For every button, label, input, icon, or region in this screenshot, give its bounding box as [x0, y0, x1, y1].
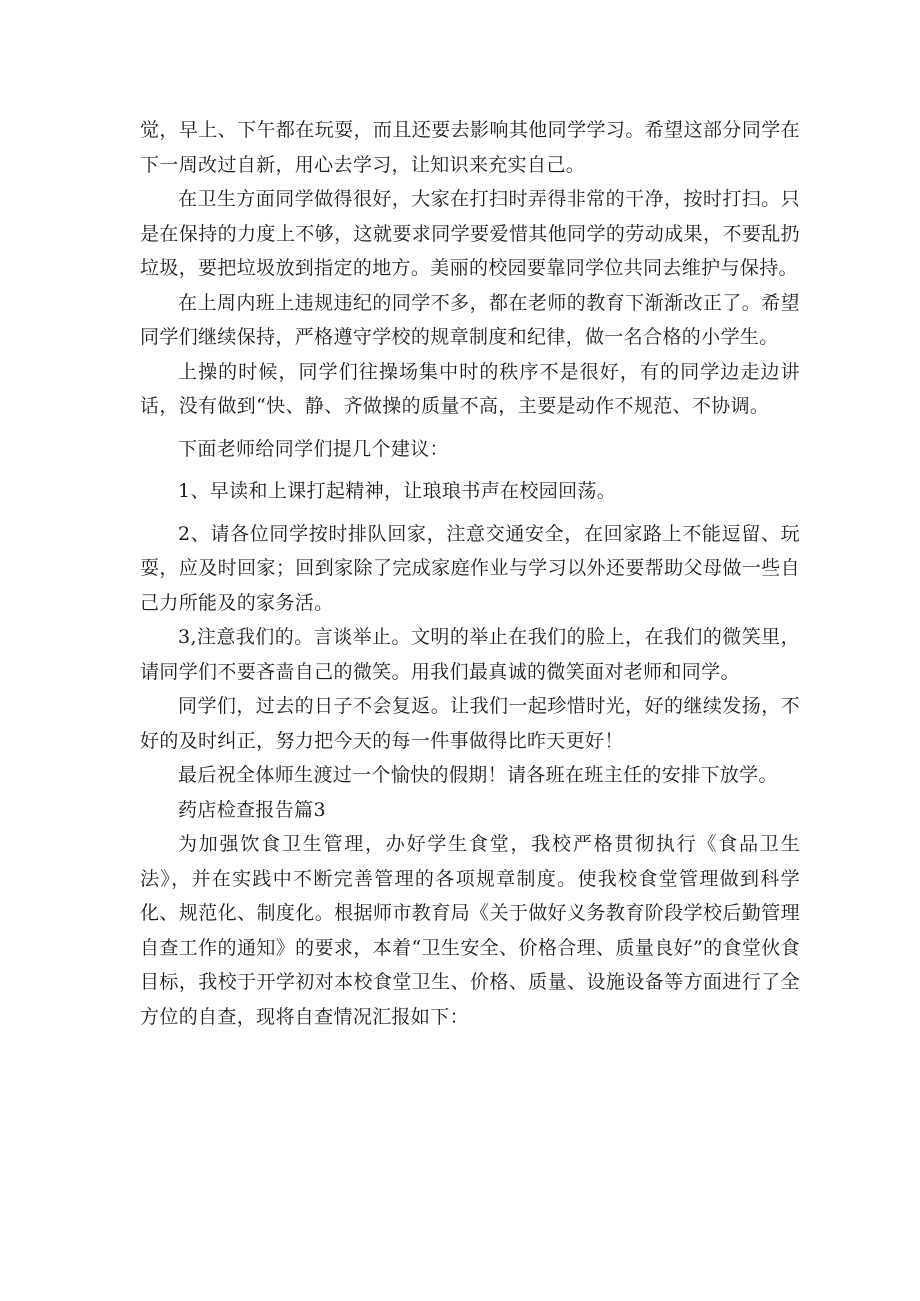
list-item-suggestion-1: 1、早读和上课打起精神，让琅琅书声在校园回荡。 [178, 480, 617, 502]
paragraph-exercise: 上操的时候，同学们往操场集中时的秩序不是很好，有的同学边走边讲话，没有做到“快、静、齐做操的质量不高，主要是动作不规范、不协调。 [140, 360, 800, 417]
paragraph-discipline: 在上周内班上违规违纪的同学不多，都在老师的教育下渐渐改正了。希望同学们继续保持，严格遵守学校的规章制度和纪律，做一名合格的小学生。 [140, 291, 800, 348]
paragraph-suggestions-intro: 下面老师给同学们提几个建议： [178, 437, 449, 460]
list-item-suggestion-2: 2、请各位同学按时排队回家，注意交通安全，在回家路上不能逗留、玩耍，应及时回家；回到家除了完成家庭作业与学习以外还要帮助父母做一些自己力所能及的家务活。 [140, 522, 800, 614]
paragraph-hygiene: 在卫生方面同学做得很好，大家在打扫时弄得非常的干净，按时打扫。只是在保持的力度上不够，这就要求同学要爱惜其他同学的劳动成果，不要乱扔垃圾，要把垃圾放到指定的地方。美丽的校园要靠同学位共同去维护与保持。 [140, 188, 800, 279]
paragraph-canteen-report: 为加强饮食卫生管理，办好学生食堂，我校严格贯彻执行《食品卫生法》，并在实践中不断完善管理的各项规章制度。使我校食堂管理做到科学化、规范化、制度化。根据师市教育局《关于做好义务教育阶段学校后勤管理自查工作的通知》的要求，本着“卫生安全、价格合理、质量良好”的食堂伙食目标，我校于开学初对本校食堂卫生、价格、质量、设施设备等方面进行了全方位的自查，现将自查情况汇报如下： [140, 833, 800, 1028]
paragraph-encouragement: 同学们，过去的日子不会复返。让我们一起珍惜时光，好的继续发扬，不好的及时纠正，努力把今天的每一件事做得比昨天更好！ [140, 695, 800, 752]
list-item-suggestion-3: 3,注意我们的。言谈举止。文明的举止在我们的脸上，在我们的微笑里，请同学们不要吝啬自己的微笑。用我们最真诚的微笑面对老师和同学。 [140, 626, 800, 683]
document-body [140, 113, 800, 1034]
paragraph-closing: 最后祝全体师生渡过一个愉快的假期！请各班在班主任的安排下放学。 [178, 764, 778, 786]
section-heading: 药店检查报告篇3 [178, 798, 326, 821]
paragraph-continuation: 觉，早上、下午都在玩耍，而且还要去影响其他同学学习。希望这部分同学在下一周改过自新，用心去学习，让知识来充实自己。 [140, 119, 800, 176]
